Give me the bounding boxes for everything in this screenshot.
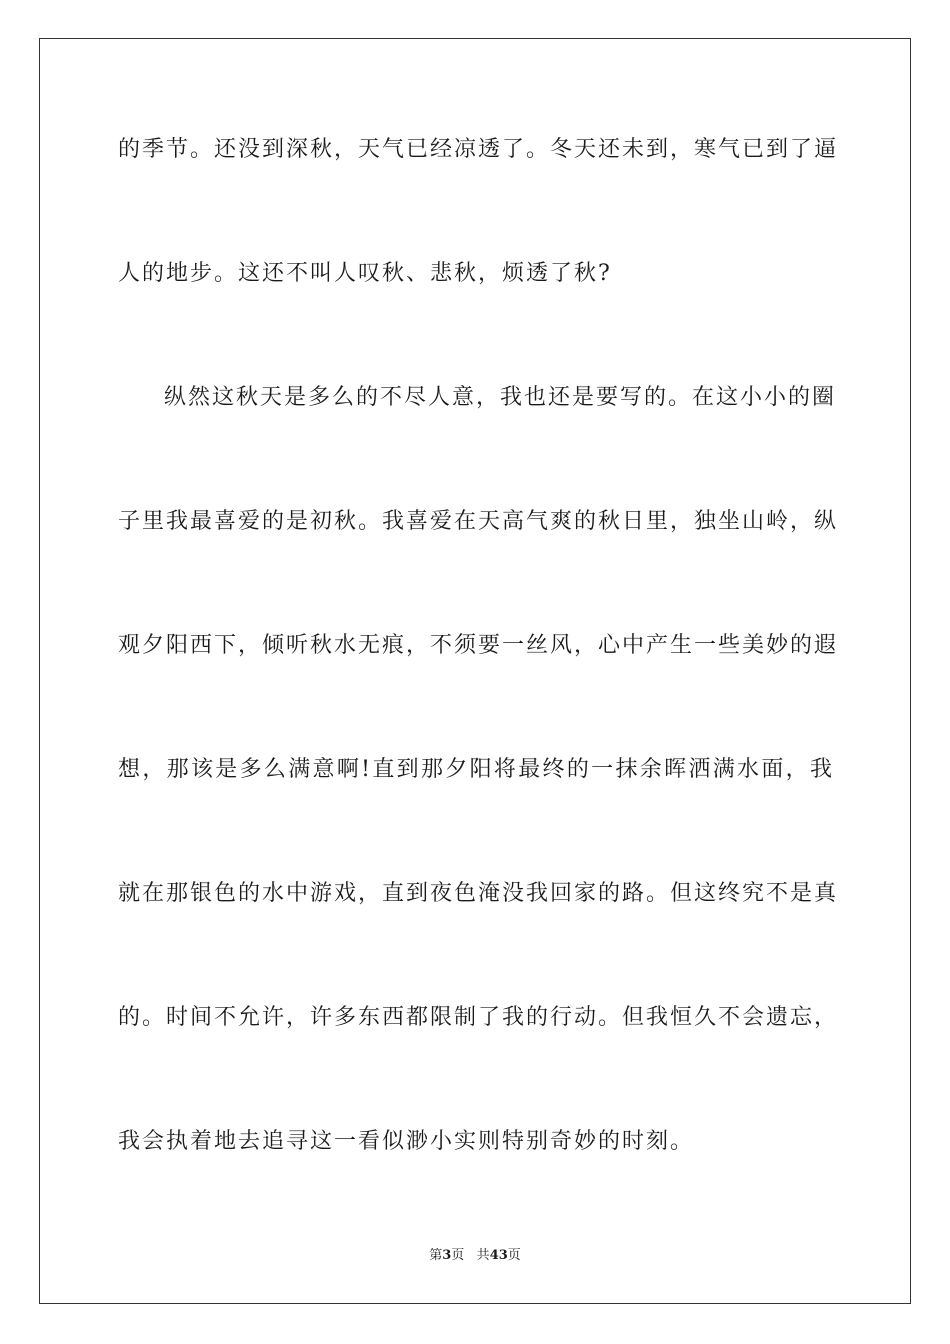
total-pages: 43 (489, 1248, 508, 1263)
page-footer (0, 1247, 950, 1265)
text-line-7: 就在那银色的水中游戏，直到夜色淹没我回家的路。但这终究不是真 (118, 881, 839, 906)
page-number: 3 (442, 1248, 452, 1263)
page-suffix: 页 (451, 1248, 465, 1263)
total-suffix: 页 (507, 1248, 521, 1263)
text-line-9: 我会执着地去追寻这一看似渺小实则特别奇妙的时刻。 (118, 1129, 695, 1154)
page-prefix: 第 (429, 1248, 443, 1263)
text-line-8: 的。时间不允许，许多东西都限制了我的行动。但我恒久不会遗忘， (118, 1005, 839, 1030)
text-line-1: 的季节。还没到深秋，天气已经凉透了。冬天还未到，寒气已到了逼 (118, 137, 839, 162)
total-prefix: 共 (476, 1248, 490, 1263)
text-line-4: 子里我最喜爱的是初秋。我喜爱在天高气爽的秋日里，独坐山岭，纵 (118, 509, 839, 534)
page-frame (39, 38, 911, 1304)
text-line-3: 纵然这秋天是多么的不尽人意，我也还是要写的。在这小小的圈 (164, 385, 837, 410)
text-line-6: 想，那该是多么满意啊!直到那夕阳将最终的一抹余晖洒满水面，我 (118, 757, 834, 782)
text-line-5: 观夕阳西下，倾听秋水无痕，不须要一丝风，心中产生一些美妙的遐 (118, 633, 839, 658)
text-line-2: 人的地步。这还不叫人叹秋、悲秋，烦透了秋? (118, 261, 612, 286)
